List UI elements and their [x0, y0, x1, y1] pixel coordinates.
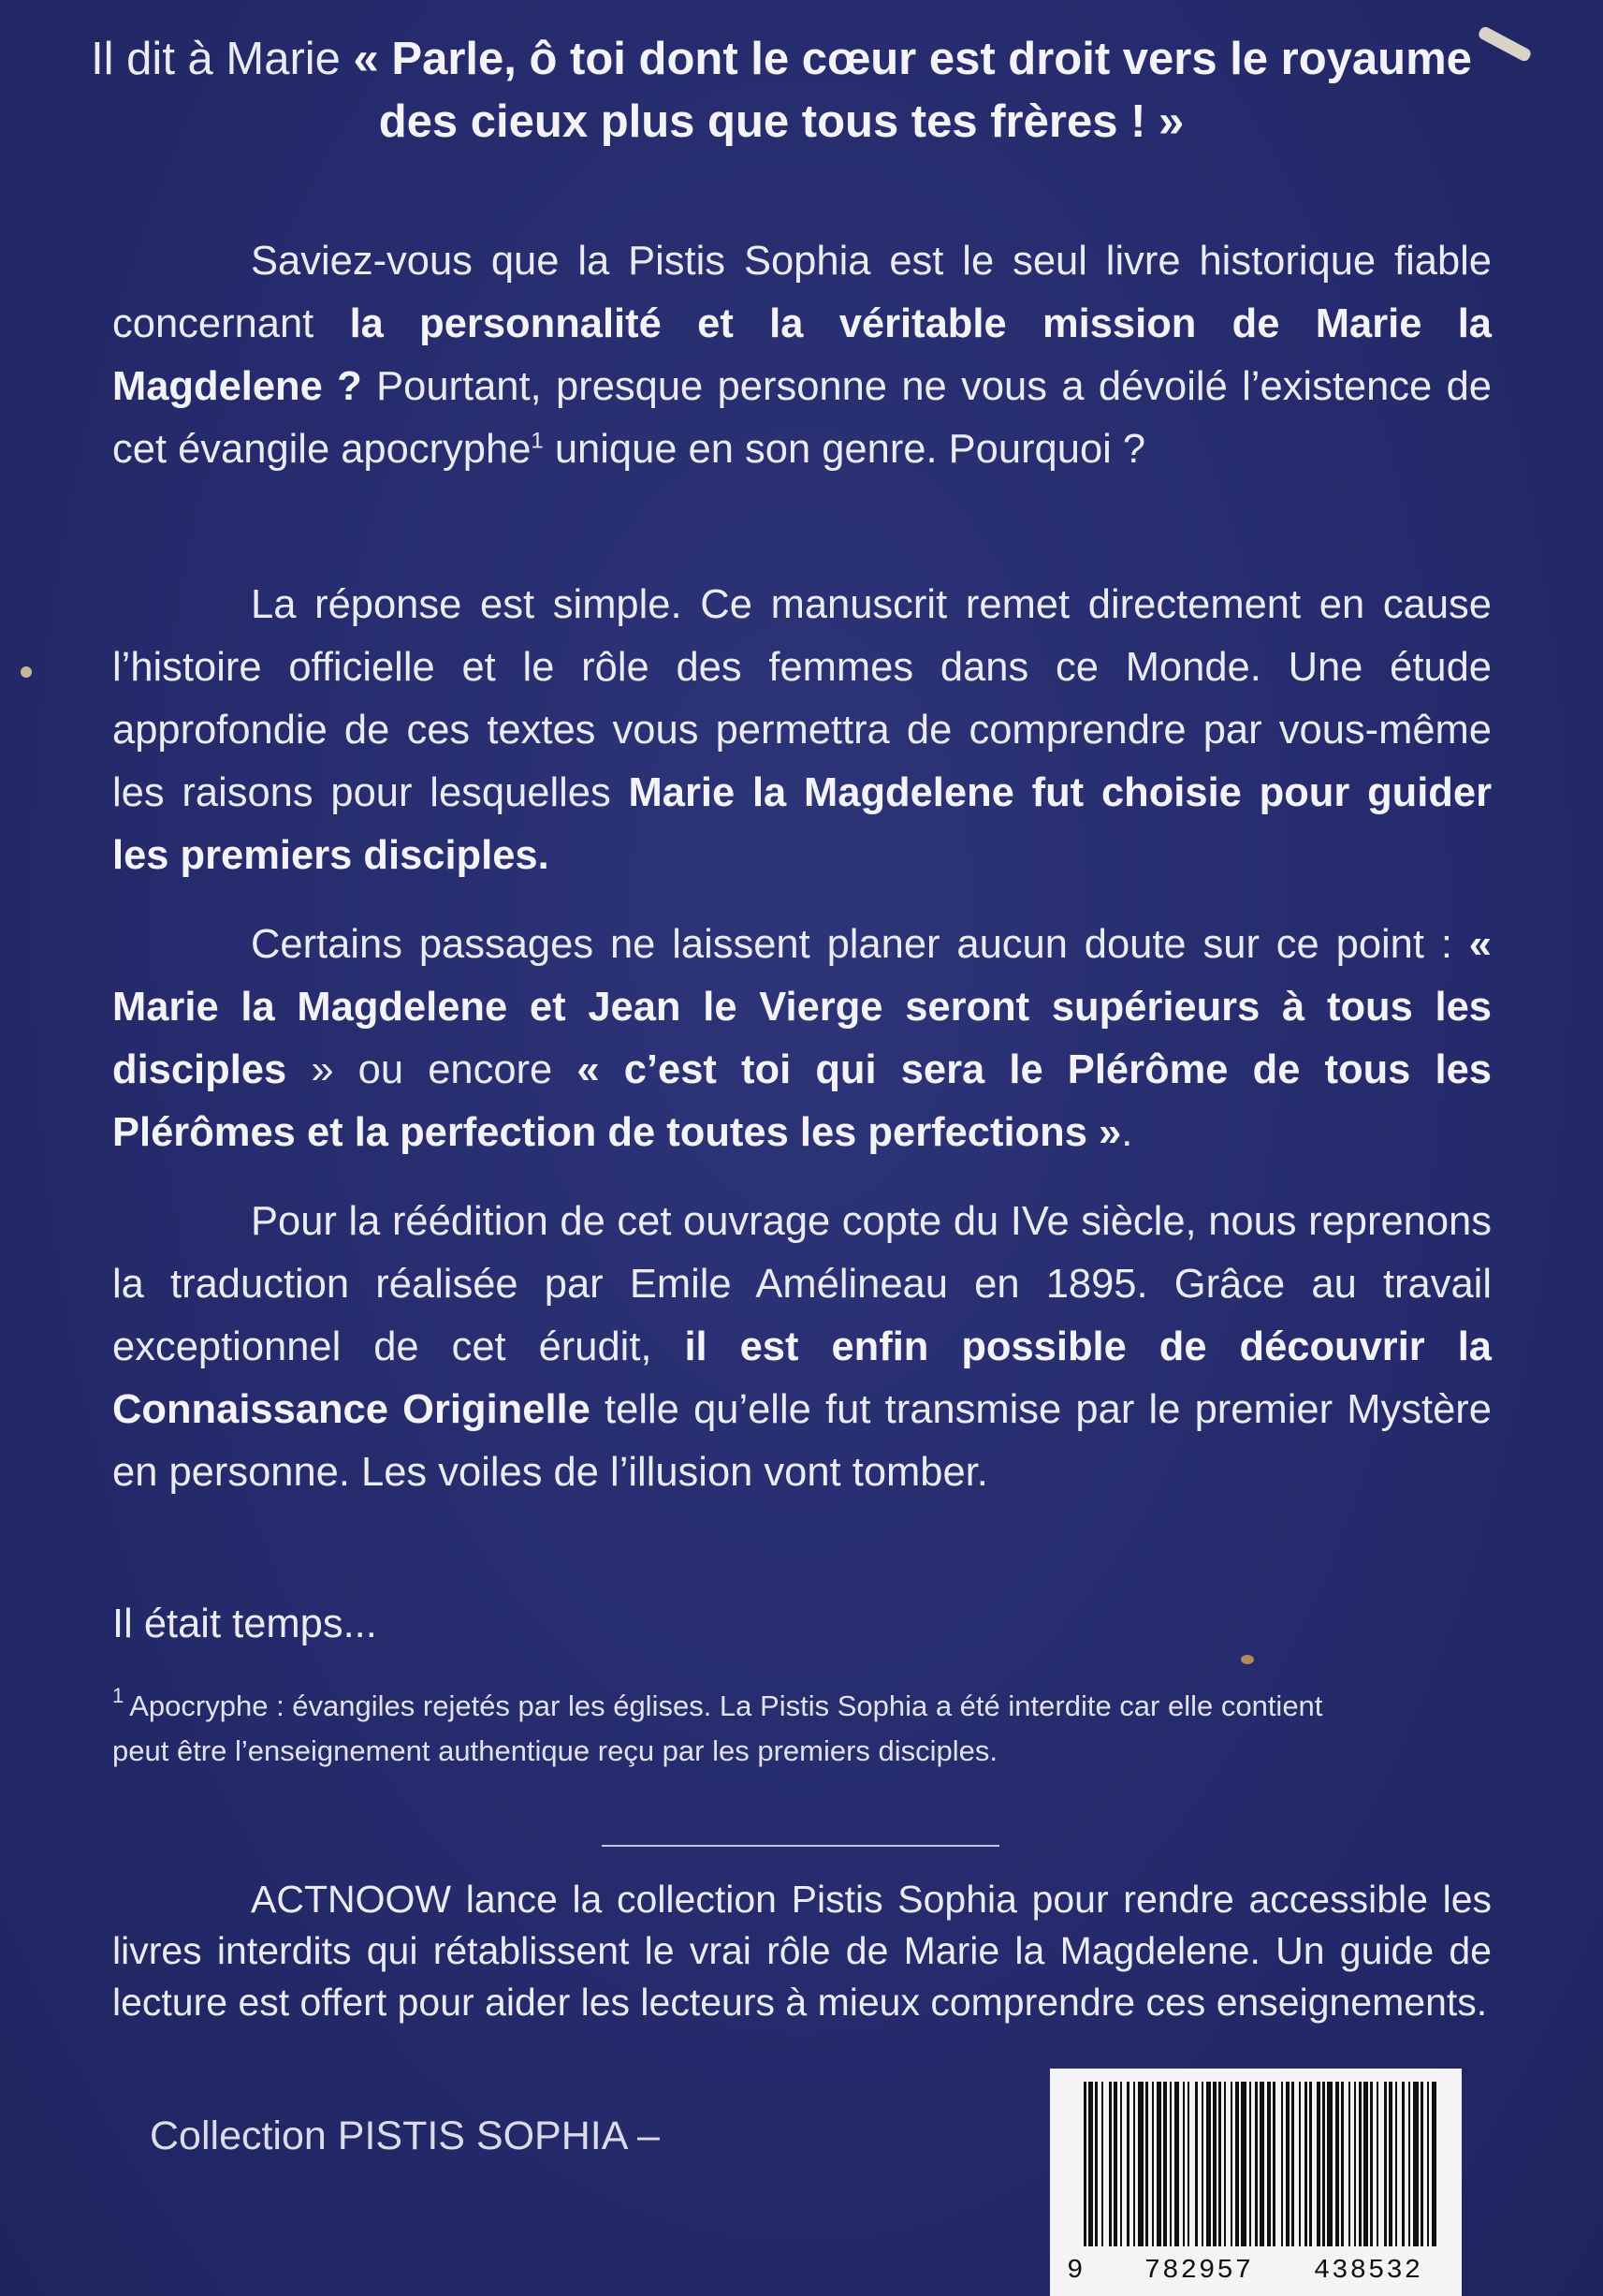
barcode-bar — [1304, 2082, 1307, 2246]
barcode-bar — [1109, 2082, 1112, 2246]
paragraph-2-bold: Marie la Magdelene fut choisie pour guider les premiers disciples. — [112, 770, 1493, 878]
barcode-bar — [1088, 2082, 1093, 2246]
barcode-bar — [1389, 2082, 1392, 2246]
barcode-bar — [1213, 2082, 1217, 2246]
paragraph-3 — [112, 914, 1492, 1164]
barcode-bar — [1377, 2082, 1378, 2246]
footnote-marker: 1 — [112, 1684, 124, 1707]
separator-line — [602, 1845, 999, 1847]
barcode-bar — [1231, 2082, 1232, 2246]
barcode-bar — [1281, 2082, 1283, 2246]
barcode-bar — [1114, 2082, 1117, 2246]
barcode-bar — [1127, 2082, 1129, 2246]
paragraph-1-text-a: Saviez-vous que la Pistis Sophia est le seul livre historique fiable concernant — [112, 239, 1492, 346]
barcode-bar — [1421, 2082, 1423, 2246]
back-cover-quote — [66, 28, 1497, 154]
barcode-bar — [1384, 2082, 1387, 2246]
paragraph-2-text: La réponse est simple. Ce manuscrit remet directement en cause l’histoire officielle et le rôle des femmes dans ce Monde. Une étude approfondie de ces textes vous permettra de comprendre par vous-même les raisons pour lesquelles — [112, 582, 1492, 815]
barcode-bar — [1273, 2082, 1275, 2246]
barcode-bar — [1224, 2082, 1226, 2246]
paragraph-4 — [112, 1191, 1492, 1504]
barcode-bar — [1341, 2082, 1344, 2246]
collection-label: Collection PISTIS SOPHIA – — [150, 2113, 660, 2158]
barcode-bar — [1163, 2082, 1167, 2246]
paragraph-4-text-a: Pour la réédition de cet ouvrage copte du IVe siècle, nous reprenons la traduction réalisée par Emile Amélineau en 1895. Grâce au travail exceptionnel de cet érudit, — [112, 1199, 1492, 1369]
paragraph-3-text-b: » ou encore — [286, 1047, 577, 1092]
paragraph-1-text-c: unique en son genre. Pourquoi ? — [543, 427, 1146, 472]
isbn-prefix-digit: 9 — [1067, 2255, 1084, 2286]
barcode-bar — [1299, 2082, 1301, 2246]
barcode-bar — [1241, 2082, 1246, 2246]
footnote-text: Apocryphe : évangiles rejetés par les églises. La Pistis Sophia a été interdite car elle contient peut être l’enseignement authentique reçu par les premiers disciples. — [112, 1689, 1323, 1767]
barcode-bar — [1133, 2082, 1135, 2246]
barcode-bar — [1267, 2082, 1271, 2246]
paragraph-4-bold: il est enfin possible de découvrir la Connaissance Originelle — [112, 1324, 1492, 1432]
barcode-bar — [1170, 2082, 1172, 2246]
paragraph-1 — [112, 230, 1492, 481]
barcode-bar — [1095, 2082, 1098, 2246]
footnote — [112, 1674, 1357, 1774]
barcode-bar — [1145, 2082, 1148, 2246]
barcode-bar — [1359, 2082, 1362, 2246]
isbn-right-group: 438532 — [1313, 2255, 1423, 2286]
barcode-bar — [1309, 2082, 1312, 2246]
barcode-bar — [1084, 2082, 1086, 2246]
barcode-bar — [1432, 2082, 1436, 2246]
barcode-bar — [1188, 2082, 1189, 2246]
cover-speck — [21, 666, 32, 678]
isbn-barcode — [1050, 2069, 1462, 2296]
barcode-bar — [1120, 2082, 1122, 2246]
barcode-bar — [1291, 2082, 1294, 2246]
closing-line: Il était temps... — [112, 1601, 377, 1646]
barcode-bar — [1157, 2082, 1161, 2246]
barcode-bar — [1249, 2082, 1251, 2246]
paragraph-1-bold: la personnalité et la véritable mission de Marie la Magdelene ? — [112, 301, 1492, 409]
barcode-bar — [1183, 2082, 1185, 2246]
barcode-bar — [1174, 2082, 1179, 2246]
footnote-reference: 1 — [531, 428, 544, 454]
barcode-bar — [1202, 2082, 1203, 2246]
publisher-paragraph: ACTNOOW lance la collection Pistis Sophia pour rendre accessible les livres interdits qui rétablissent le vrai rôle de Marie la Magdelene. Un guide de lecture est offert pour aider les lecteurs à mieux comprendre ces enseignements. — [112, 1878, 1492, 2024]
barcode-bar — [1317, 2082, 1320, 2246]
barcode-bar — [1260, 2082, 1264, 2246]
barcode-bar — [1402, 2082, 1405, 2246]
barcode-bar — [1408, 2082, 1410, 2246]
paragraph-3-bold-a: « Marie la Magdelene et Jean le Vierge seront supérieurs à tous les disciples — [112, 922, 1492, 1092]
barcode-bar — [1427, 2082, 1429, 2246]
barcode-bar — [1348, 2082, 1350, 2246]
paragraph-2 — [112, 574, 1492, 887]
paragraph-3-bold-b: « c’est toi qui sera le Plérôme de tous les Plérômes et la perfection de toutes les perfections » — [112, 1047, 1492, 1155]
barcode-bar — [1255, 2082, 1258, 2246]
barcode-bar — [1152, 2082, 1154, 2246]
paragraph-4-text-b: telle qu’elle fut transmise par le premier Mystère en personne. Les voiles de l’illusion vont tomber. — [112, 1387, 1492, 1495]
barcode-bar — [1363, 2082, 1368, 2246]
barcode-bar — [1370, 2082, 1373, 2246]
barcode-bar — [1335, 2082, 1339, 2246]
barcode-bar — [1195, 2082, 1198, 2246]
barcode-bar — [1413, 2082, 1419, 2246]
barcode-bar — [1218, 2082, 1221, 2246]
barcode-bar — [1327, 2082, 1333, 2246]
barcode-bar — [1286, 2082, 1290, 2246]
paragraph-1-text-b: Pourtant, presque personne ne vous a dévoilé l’existence de cet évangile apocryphe — [112, 364, 1492, 472]
quote-text: « Parle, ô toi dont le cœur est droit vers le royaume des cieux plus que tous tes frères ! » — [353, 34, 1472, 147]
barcode-bars — [1050, 2069, 1462, 2256]
barcode-bar — [1395, 2082, 1397, 2246]
paragraph-3-text-c: . — [1121, 1110, 1133, 1155]
barcode-bar — [1101, 2082, 1103, 2246]
barcode-bar — [1235, 2082, 1239, 2246]
cover-speck — [1241, 1655, 1254, 1664]
barcode-bar — [1206, 2082, 1211, 2246]
barcode-bar — [1354, 2082, 1356, 2246]
quote-intro: Il dit à Marie — [91, 34, 354, 84]
isbn-left-group: 782957 — [1144, 2255, 1254, 2286]
barcode-bar — [1138, 2082, 1144, 2246]
barcode-bar — [1322, 2082, 1325, 2246]
paragraph-3-text-a: Certains passages ne laissent planer aucun doute sur ce point : — [251, 922, 1469, 967]
